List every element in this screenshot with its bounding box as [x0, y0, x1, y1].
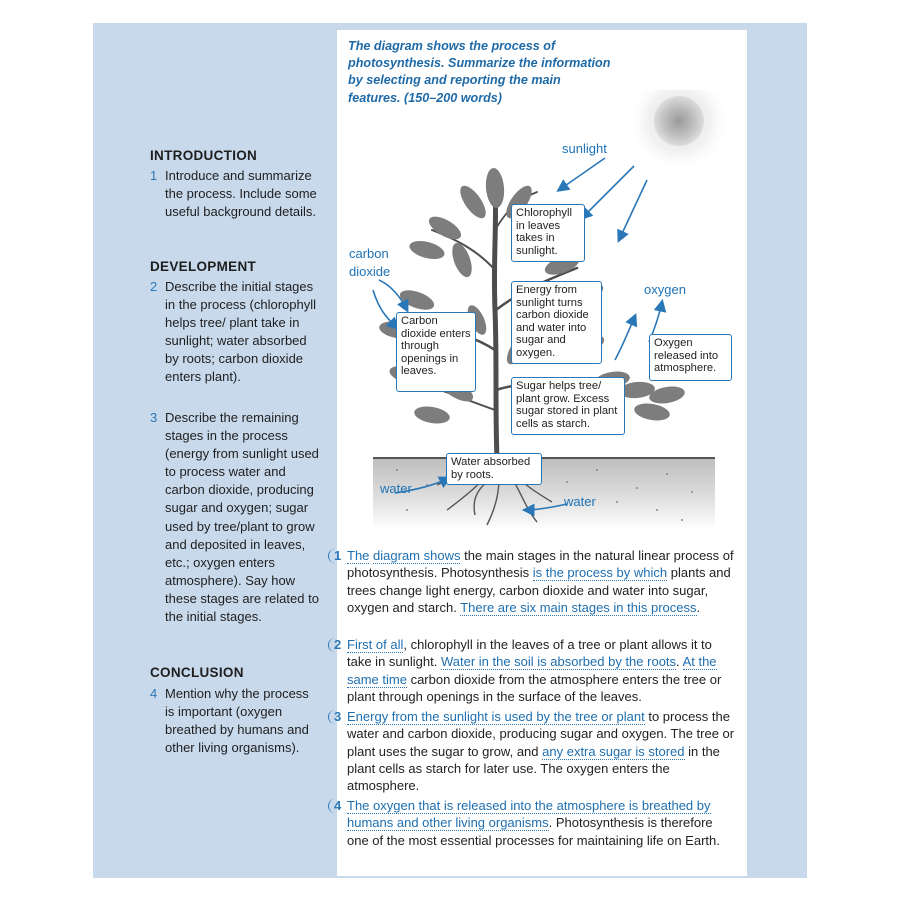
- guide-item-text: Introduce and summarize the process. Include some useful background details.: [165, 168, 317, 220]
- guide-item-3: [150, 409, 320, 626]
- paragraph-number-1: 1: [329, 548, 347, 564]
- carbon-dioxide-label-line1: carbon: [349, 246, 389, 261]
- carbon-dioxide-label-line2: dioxide: [349, 264, 391, 279]
- guide-item-number: 4: [150, 686, 158, 701]
- sun-icon: [654, 96, 704, 146]
- answer-paragraph-2: First of all, chlorophyll in the leaves of a tree or plant allows it to take in sunlight. Water in the soil is absorbed by the roots. At the same time carbon dioxide from the atmosphere enters the tree or plant through openings in the surface of the leaves.: [347, 637, 722, 704]
- guide-item-text: Mention why the process is important (oxygen breathed by humans and other living organisms).: [165, 686, 309, 756]
- paragraph-number-3: 3: [329, 709, 347, 725]
- soil: [373, 458, 715, 530]
- chlorophyll-callout: Chlorophyll in leaves takes in sunlight.: [511, 204, 585, 262]
- answer-paragraph-4: The oxygen that is released into the atmosphere is breathed by humans and other living organisms. Photosynthesis is therefore one of the most essential processes for maintaining life on Earth.: [347, 798, 720, 848]
- guide-item-number: 2: [150, 279, 158, 294]
- highlight-phrase: any extra sugar is stored: [542, 743, 685, 759]
- sunlight-arrow-1: [559, 158, 605, 190]
- guide-item-text: Describe the initial stages in the process (chlorophyll helps tree/ plant take in sunlight; water absorbed by roots; carbon dioxide enters plant).: [165, 279, 317, 385]
- sunlight-label: sunlight: [562, 141, 607, 156]
- guide-item-4: [150, 685, 320, 757]
- guide-item-text: Describe the remaining stages in the process (energy from sunlight used to process water and carbon dioxide, producing sugar and oxygen; sugar used by tree/plant to grow and deposited in leaves, etc.; oxygen enters atmosphere). Say how these stages are related to the initial stages.: [165, 410, 319, 625]
- guide-item-2: [150, 278, 320, 387]
- guide-item-1: [150, 167, 320, 221]
- sunlight-arrow-3: [619, 180, 647, 240]
- guide-item-number: 3: [150, 410, 158, 425]
- highlight-phrase: First of all: [347, 637, 404, 652]
- highlight-phrase: There are six main stages in this process: [460, 599, 697, 615]
- answer-paragraph-1: The diagram shows the main stages in the natural linear process of photosynthesis. Photosynthesis is the process by which plants and trees change light energy, carbon dioxide and water into sugar, oxygen and starch. There are six main stages in this process.: [347, 548, 734, 615]
- highlight-phrase: At the same time: [347, 654, 717, 687]
- sugar-callout: Sugar helps tree/ plant grow. Excess sugar stored in plant cells as starch.: [511, 377, 625, 435]
- paragraph-number-2: 2: [329, 637, 347, 653]
- oxygen-label: oxygen: [644, 282, 686, 297]
- energy-callout: Energy from sunlight turns carbon dioxide and water into sugar and oxygen.: [511, 281, 602, 364]
- guide-item-number: 1: [150, 168, 158, 183]
- highlight-phrase: The: [347, 548, 370, 563]
- answer-paragraph-3: Energy from the sunlight is used by the tree or plant to process the water and carbon dioxide, producing sugar and oxygen. The tree or plant uses the sugar to grow, and any extra sugar is stored in the plant cells as starch for later use. The oxygen enters the atmosphere.: [347, 709, 735, 794]
- development-heading: DEVELOPMENT: [150, 259, 257, 274]
- highlight-phrase: Water in the soil is absorbed by the roots: [440, 654, 677, 670]
- introduction-heading: INTRODUCTION: [150, 148, 258, 163]
- paragraph-number-4: 4: [329, 798, 347, 814]
- highlight-phrase: The oxygen that is released into the atmosphere is breathed by humans and other living organisms: [347, 798, 711, 831]
- highlight-phrase: diagram shows: [373, 548, 461, 563]
- highlight-phrase: Energy from the sunlight is used by the tree or plant: [347, 709, 645, 724]
- oxygen-arrow-1: [615, 316, 635, 360]
- task-prompt: The diagram shows the process of photosynthesis. Summarize the information by selecting and reporting the main features. (150–200 words): [348, 39, 611, 105]
- water-callout: Water absorbed by roots.: [446, 453, 542, 485]
- highlight-phrase: is the process by which: [532, 565, 668, 581]
- oxygen-callout: Oxygen released into atmosphere.: [649, 334, 732, 381]
- carbon-dioxide-callout: Carbon dioxide enters through openings in leaves.: [396, 312, 476, 392]
- water-label-left: water: [380, 481, 412, 496]
- conclusion-heading: CONCLUSION: [150, 665, 244, 680]
- water-label-right: water: [564, 494, 596, 509]
- photosynthesis-diagram: [337, 90, 747, 540]
- sunlight-arrow-2: [582, 166, 634, 218]
